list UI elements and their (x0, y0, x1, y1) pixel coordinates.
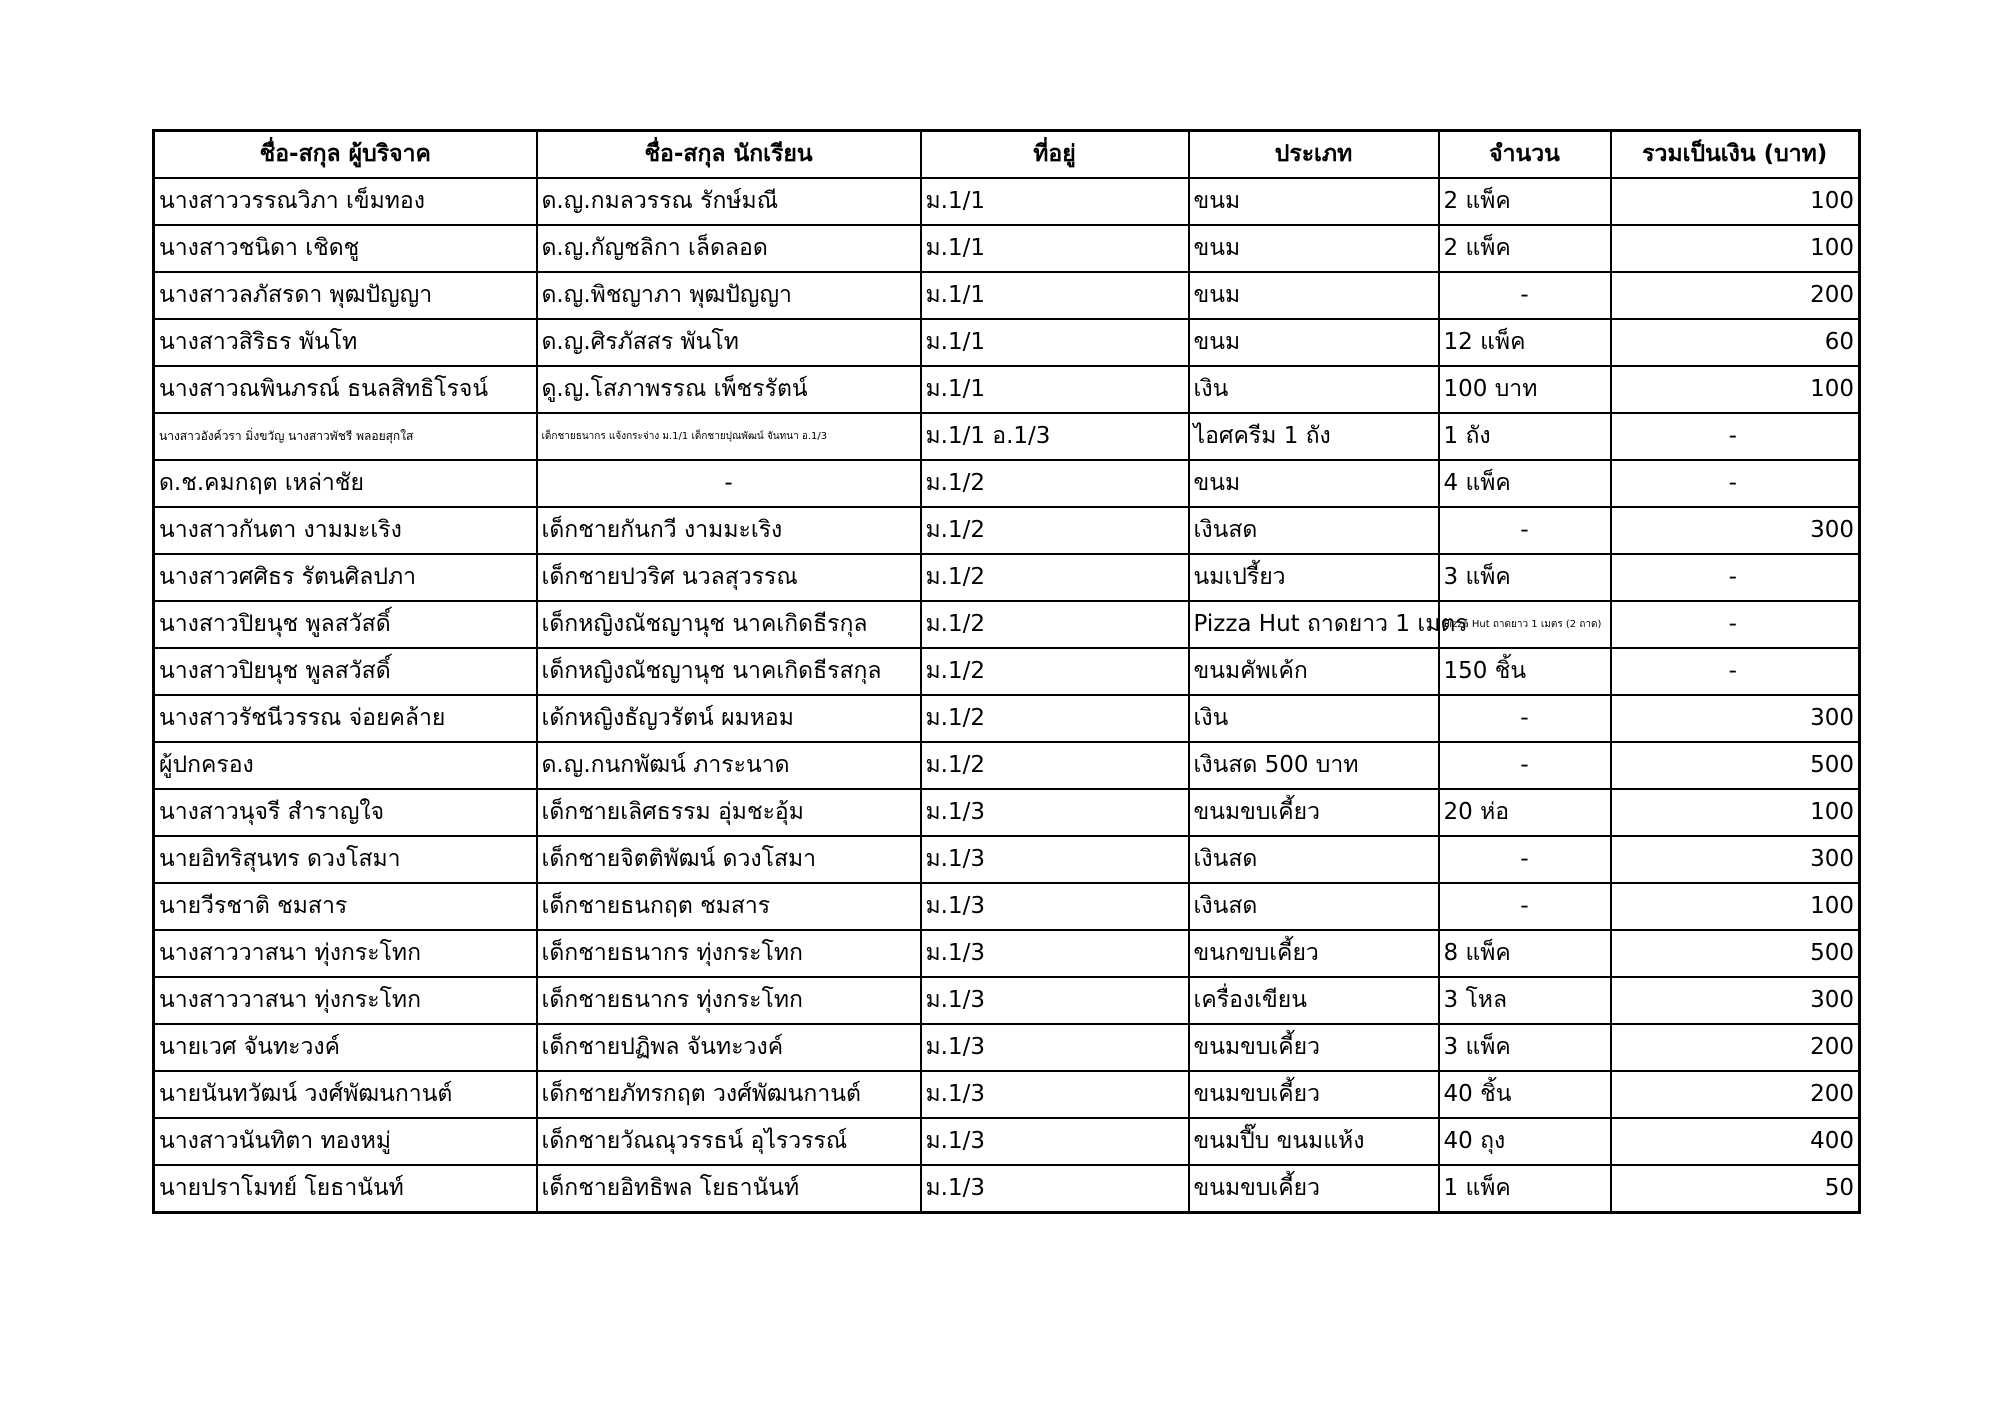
cell-student: เด็กชายภัทรกฤต วงศ์พัฒนกานต์ (537, 1071, 921, 1118)
cell-qty: 3 โหล (1439, 977, 1611, 1024)
cell-address: ม.1/3 (921, 836, 1189, 883)
cell-student: เด็กชายปวริศ นวลสุวรรณ (537, 554, 921, 601)
cell-donor: นายเวศ จันทะวงค์ (154, 1024, 537, 1071)
cell-student: เด็กชายธนากร แจ้งกระจ่าง ม.1/1 เด็กชายปุณพัฒน์ จันทนา อ.1/3 (537, 413, 921, 460)
cell-donor: นางสาวปิยนุช พูลสวัสดิ์ (154, 648, 537, 695)
table-row (154, 648, 1860, 695)
cell-type: นมเปรี้ยว (1189, 554, 1439, 601)
table-row (154, 1071, 1860, 1118)
cell-type: ขนมขบเคี้ยว (1189, 1165, 1439, 1213)
cell-type: ขนม (1189, 225, 1439, 272)
table-row (154, 789, 1860, 836)
cell-donor: นางสาวปิยนุช พูลสวัสดิ์ (154, 601, 537, 648)
cell-type: เงินสด (1189, 507, 1439, 554)
table-row (154, 930, 1860, 977)
header-donor: ชื่อ-สกุล ผู้บริจาค (154, 131, 537, 179)
cell-address: ม.1/3 (921, 1024, 1189, 1071)
table-row (154, 883, 1860, 930)
cell-student: เด็กชายปฏิพล จันทะวงค์ (537, 1024, 921, 1071)
cell-qty: 2 แพ็ค (1439, 178, 1611, 225)
cell-total: 100 (1611, 366, 1860, 413)
table-row (154, 695, 1860, 742)
cell-student: ด.ญ.พิชญาภา พุฒปัญญา (537, 272, 921, 319)
cell-total: 200 (1611, 1071, 1860, 1118)
cell-donor: นายอิทริสุนทร ดวงโสมา (154, 836, 537, 883)
header-qty: จำนวน (1439, 131, 1611, 179)
cell-address: ม.1/2 (921, 742, 1189, 789)
table-row (154, 366, 1860, 413)
header-row (154, 131, 1860, 179)
cell-qty: - (1439, 507, 1611, 554)
cell-address: ม.1/3 (921, 883, 1189, 930)
cell-address: ม.1/2 (921, 648, 1189, 695)
cell-qty: 4 แพ็ค (1439, 460, 1611, 507)
cell-student: เด็กหญิงณัชญานุช นาคเกิดธีรกุล (537, 601, 921, 648)
cell-type: ขนมปี๊บ ขนมแห้ง (1189, 1118, 1439, 1165)
cell-total: 500 (1611, 930, 1860, 977)
table-row (154, 742, 1860, 789)
cell-student: เด็กหญิงณัชญานุช นาคเกิดธีรสกุล (537, 648, 921, 695)
cell-qty: - (1439, 742, 1611, 789)
cell-qty: - (1439, 695, 1611, 742)
cell-student: เด็กชายกันกวี งามมะเริง (537, 507, 921, 554)
cell-donor: นางสาวลภัสรดา พุฒปัญญา (154, 272, 537, 319)
table-row (154, 319, 1860, 366)
cell-donor: นางสาวณพินภรณ์ ธนลสิทธิโรจน์ (154, 366, 537, 413)
header-type: ประเภท (1189, 131, 1439, 179)
cell-donor: นางสาวอังค์วรา มิ่งขวัญ นางสาวพัชรี พลอยสุกใส (154, 413, 537, 460)
table-row (154, 836, 1860, 883)
table-row (154, 272, 1860, 319)
cell-type: ขนม (1189, 272, 1439, 319)
cell-student: เด็กชายธนกฤต ชมสาร (537, 883, 921, 930)
cell-qty: 150 ชิ้น (1439, 648, 1611, 695)
table-row (154, 601, 1860, 648)
cell-student: เด้กหญิงธัญวรัตน์ ผมหอม (537, 695, 921, 742)
cell-donor: นางสาววาสนา ทุ่งกระโทก (154, 977, 537, 1024)
cell-address: ม.1/3 (921, 977, 1189, 1024)
cell-type: ขนม (1189, 319, 1439, 366)
cell-qty: - (1439, 272, 1611, 319)
cell-total: - (1611, 601, 1860, 648)
cell-qty: - (1439, 883, 1611, 930)
cell-type: ไอศครีม 1 ถัง (1189, 413, 1439, 460)
table-row (154, 1024, 1860, 1071)
cell-address: ม.1/1 อ.1/3 (921, 413, 1189, 460)
cell-donor: ผู้ปกครอง (154, 742, 537, 789)
cell-total: 100 (1611, 883, 1860, 930)
table-row (154, 413, 1860, 460)
cell-type: ขนมคัพเค้ก (1189, 648, 1439, 695)
cell-student: ด.ญ.ศิรภัสสร พันโท (537, 319, 921, 366)
cell-donor: ด.ช.คมกฤต เหล่าชัย (154, 460, 537, 507)
cell-total: - (1611, 460, 1860, 507)
cell-total: - (1611, 648, 1860, 695)
cell-address: ม.1/1 (921, 366, 1189, 413)
cell-type: ขนม (1189, 460, 1439, 507)
cell-address: ม.1/3 (921, 930, 1189, 977)
cell-student: เด็กชายธนากร ทุ่งกระโทก (537, 977, 921, 1024)
cell-student: เด็กชายเลิศธรรม อุ่มชะอุ้ม (537, 789, 921, 836)
cell-address: ม.1/2 (921, 695, 1189, 742)
cell-student: เด็กชายอิทธิพล โยธานันท์ (537, 1165, 921, 1213)
cell-address: ม.1/3 (921, 789, 1189, 836)
cell-total: 100 (1611, 225, 1860, 272)
table-row (154, 460, 1860, 507)
cell-donor: นายวีรชาติ ชมสาร (154, 883, 537, 930)
cell-type: เงินสด (1189, 836, 1439, 883)
cell-address: ม.1/1 (921, 225, 1189, 272)
cell-total: 200 (1611, 272, 1860, 319)
cell-total: 300 (1611, 836, 1860, 883)
cell-donor: นางสาวสิริธร พันโท (154, 319, 537, 366)
cell-student: ด.ญ.กนกพัฒน์ ภาระนาด (537, 742, 921, 789)
cell-total: 200 (1611, 1024, 1860, 1071)
donation-table (152, 129, 1861, 1214)
cell-total: 300 (1611, 507, 1860, 554)
table-row (154, 225, 1860, 272)
cell-student: - (537, 460, 921, 507)
cell-donor: นางสาวนันทิตา ทองหมู่ (154, 1118, 537, 1165)
table-row (154, 178, 1860, 225)
cell-donor: นางสาวศศิธร รัตนศิลปภา (154, 554, 537, 601)
cell-qty: Pizza Hut ถาดยาว 1 เมตร (2 ถาด) (1439, 601, 1611, 648)
table-row (154, 1165, 1860, 1213)
cell-donor: นางสาววรรณวิภา เข็มทอง (154, 178, 537, 225)
header-total: รวมเป็นเงิน (บาท) (1611, 131, 1860, 179)
cell-address: ม.1/2 (921, 554, 1189, 601)
header-student: ชื่อ-สกุล นักเรียน (537, 131, 921, 179)
cell-total: 60 (1611, 319, 1860, 366)
cell-donor: นายนันทวัฒน์ วงศ์พัฒนกานต์ (154, 1071, 537, 1118)
cell-address: ม.1/3 (921, 1071, 1189, 1118)
cell-qty: 40 ถุง (1439, 1118, 1611, 1165)
cell-type: ขนมขบเคี้ยว (1189, 1024, 1439, 1071)
cell-qty: 40 ชิ้น (1439, 1071, 1611, 1118)
cell-total: 400 (1611, 1118, 1860, 1165)
table-row (154, 507, 1860, 554)
cell-address: ม.1/1 (921, 272, 1189, 319)
cell-student: เด็กชายวัณณุวรรธน์ อุไรวรรณ์ (537, 1118, 921, 1165)
cell-student: เด็กชายจิตติพัฒน์ ดวงโสมา (537, 836, 921, 883)
table-row (154, 554, 1860, 601)
cell-type: Pizza Hut ถาดยาว 1 เมตร (1189, 601, 1439, 648)
cell-student: เด็กชายธนากร ทุ่งกระโทก (537, 930, 921, 977)
donation-sheet (152, 129, 1861, 1214)
cell-donor: นางสาวกันตา งามมะเริง (154, 507, 537, 554)
cell-donor: นางสาววาสนา ทุ่งกระโทก (154, 930, 537, 977)
cell-student: ด.ญ.กัญชลิกา เล็ดลอด (537, 225, 921, 272)
cell-type: ขนกขบเคี้ยว (1189, 930, 1439, 977)
cell-qty: 3 แพ็ค (1439, 1024, 1611, 1071)
cell-qty: 2 แพ็ค (1439, 225, 1611, 272)
cell-total: - (1611, 554, 1860, 601)
cell-qty: 3 แพ็ค (1439, 554, 1611, 601)
cell-address: ม.1/1 (921, 178, 1189, 225)
table-row (154, 1118, 1860, 1165)
cell-qty: 12 แพ็ค (1439, 319, 1611, 366)
cell-donor: นางสาวชนิดา เชิดชู (154, 225, 537, 272)
cell-type: ขนม (1189, 178, 1439, 225)
cell-qty: - (1439, 836, 1611, 883)
table-row (154, 977, 1860, 1024)
cell-qty: 8 แพ็ค (1439, 930, 1611, 977)
cell-donor: นางสาวรัชนีวรรณ จ่อยคล้าย (154, 695, 537, 742)
cell-type: เงินสด 500 บาท (1189, 742, 1439, 789)
cell-donor: นายปราโมทย์ โยธานันท์ (154, 1165, 537, 1213)
table-body (154, 178, 1860, 1213)
cell-type: เครื่องเขียน (1189, 977, 1439, 1024)
cell-type: ขนมขบเคี้ยว (1189, 789, 1439, 836)
cell-donor: นางสาวนุจรี สำราญใจ (154, 789, 537, 836)
cell-qty: 1 ถัง (1439, 413, 1611, 460)
cell-student: ด.ญ.กมลวรรณ รักษ์มณี (537, 178, 921, 225)
cell-type: เงิน (1189, 695, 1439, 742)
cell-type: ขนมขบเคี้ยว (1189, 1071, 1439, 1118)
cell-qty: 1 แพ็ค (1439, 1165, 1611, 1213)
cell-student: ดู.ญ.โสภาพรรณ เพ็ชรรัตน์ (537, 366, 921, 413)
cell-address: ม.1/3 (921, 1118, 1189, 1165)
cell-address: ม.1/2 (921, 601, 1189, 648)
cell-total: 300 (1611, 977, 1860, 1024)
cell-address: ม.1/2 (921, 507, 1189, 554)
cell-total: 500 (1611, 742, 1860, 789)
cell-total: 50 (1611, 1165, 1860, 1213)
cell-total: 100 (1611, 789, 1860, 836)
cell-qty: 100 บาท (1439, 366, 1611, 413)
cell-address: ม.1/1 (921, 319, 1189, 366)
cell-total: 100 (1611, 178, 1860, 225)
cell-qty: 20 ห่อ (1439, 789, 1611, 836)
cell-address: ม.1/3 (921, 1165, 1189, 1213)
cell-total: 300 (1611, 695, 1860, 742)
cell-address: ม.1/2 (921, 460, 1189, 507)
cell-type: เงินสด (1189, 883, 1439, 930)
header-address: ที่อยู่ (921, 131, 1189, 179)
cell-type: เงิน (1189, 366, 1439, 413)
cell-total: - (1611, 413, 1860, 460)
